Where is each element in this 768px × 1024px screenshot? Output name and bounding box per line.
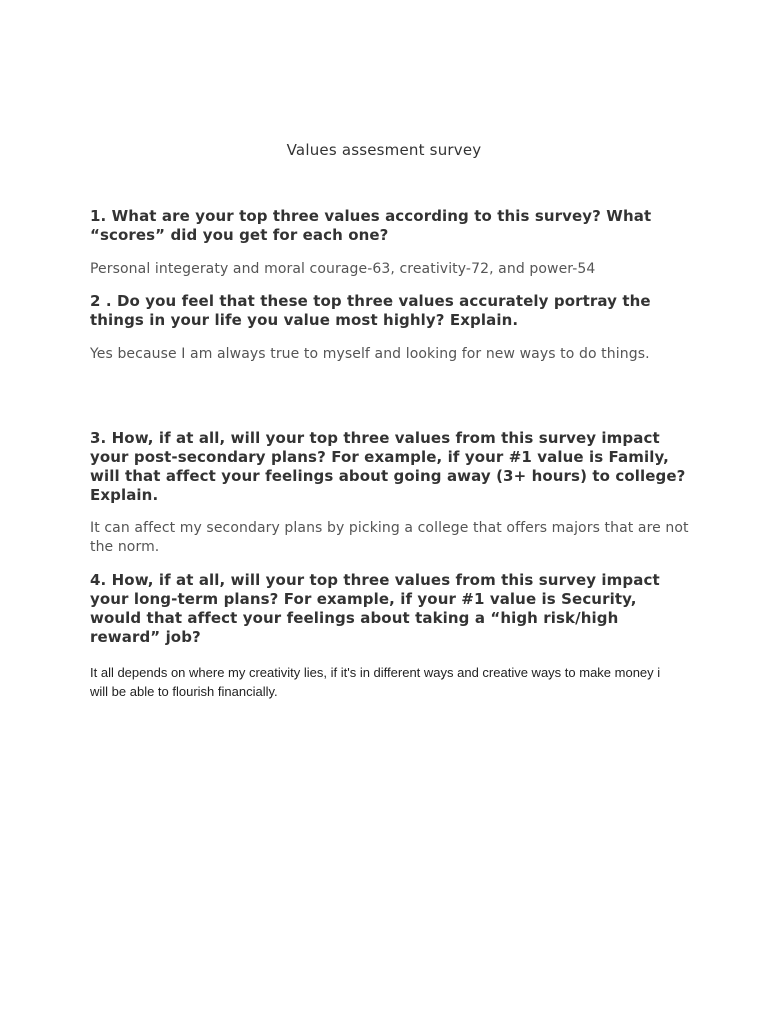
- answer-1: Personal integeraty and moral courage-63, creativity-72, and power-54: [90, 261, 596, 277]
- question-4: 4. How, if at all, will your top three values from this survey impact your long-term plans? For example, if your #1 value is Security, would that affect your feelings about taking a “high risk/high reward” job?: [90, 571, 660, 646]
- question-3: 3. How, if at all, will your top three values from this survey impact your post-secondary plans? For example, if your #1 value is Family, will that affect your feelings about going away (3+ hours) to college? Explain.: [90, 429, 686, 504]
- question-2: 2 . Do you feel that these top three values accurately portray the things in your life you value most highly? Explain.: [90, 292, 651, 329]
- answer-3: It can affect my secondary plans by picking a college that offers majors that are not the norm.: [90, 520, 689, 555]
- question-1: 1. What are your top three values according to this survey? What “scores” did you get for each one?: [90, 207, 652, 244]
- answer-4: It all depends on where my creativity lies, if it's in different ways and creative ways to make money i will be able to flourish financially.: [90, 665, 661, 699]
- document-title: Values assesment survey: [286, 141, 482, 159]
- answer-2: Yes because I am always true to myself and looking for new ways to do things.: [90, 346, 650, 362]
